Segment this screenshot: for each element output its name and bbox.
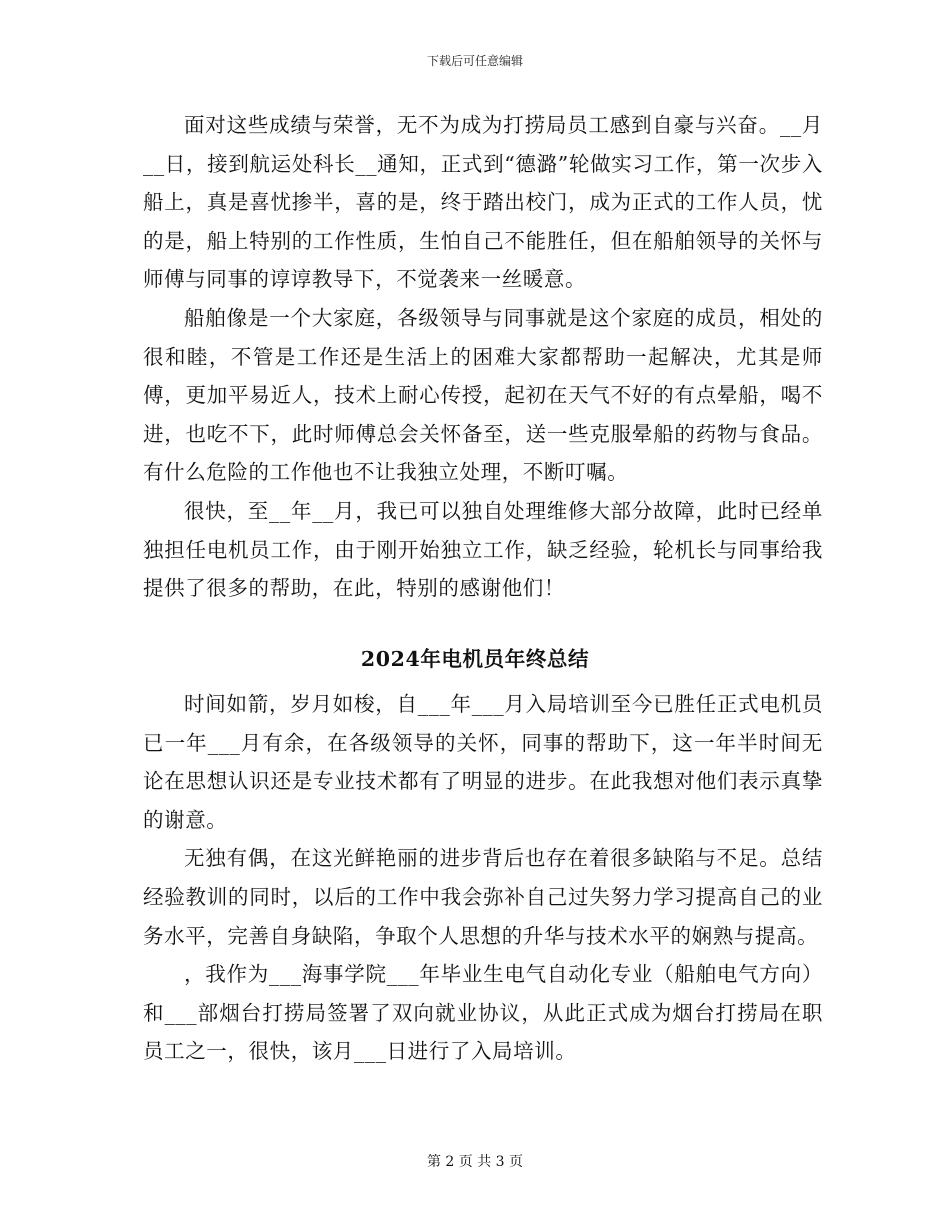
paragraph: 时间如箭，岁月如梭，自___年___月入局培训至今已胜任正式电机员已一年___月有余，在各级领导的关怀，同事的帮助下，这一年半时间无论在思想认识还是专业技术都有了明显的进步。在此我想对他们表示真挚的谢意。 <box>143 692 823 832</box>
body-text-section-two <box>143 685 823 1071</box>
paragraph: 无独有偶，在这光鲜艳丽的进步背后也存在着很多缺陷与不足。总结经验教训的同时，以后的工作中我会弥补自己过失努力学习提高自己的业务水平，完善自身缺陷，争取个人思想的升华与技术水平的娴熟与提高。 <box>143 846 823 948</box>
body-text-section-one <box>143 106 823 608</box>
paragraph: 很快，至__年__月，我已可以独自处理维修大部分故障，此时已经单独担任电机员工作，由于刚开始独立工作，缺乏经验，轮机长与同事给我提供了很多的帮助，在此，特别的感谢他们！ <box>143 498 823 601</box>
page-number: 第 2 页 共 3 页 <box>426 1154 524 1170</box>
page-header: 下载后可任意编辑 <box>426 54 523 68</box>
paragraph: 船舶像是一个大家庭，各级领导与同事就是这个家庭的成员，相处的很和睦，不管是工作还是生活上的困难大家都帮助一起解决，尤其是师傅，更加平易近人，技术上耐心传授，起初在天气不好的有点晕船，喝不进，也吃不下，此时师傅总会关怀备至，送一些克服晕船的药物与食品。有什么危险的工作他也不让我独立处理，不断叮嘱。 <box>143 305 823 485</box>
section-title: 2024年电机员年终总结 <box>360 647 590 671</box>
paragraph: 面对这些成绩与荣誉，无不为成为打捞局员工感到自豪与兴奋。__月__日，接到航运处科长__通知，正式到“德潞”轮做实习工作，第一次步入船上，真是喜忧掺半，喜的是，终于踏出校门，成为正式的工作人员，忧的是，船上特别的工作性质，生怕自己不能胜任，但在船舶领导的关怀与师傅与同事的谆谆教导下，不觉袭来一丝暖意。 <box>143 113 823 292</box>
paragraph: ，我作为___海事学院___年毕业生电气自动化专业（船舶电气方向）和___部烟台打捞局签署了双向就业协议，从此正式成为烟台打捞局在职员工之一，很快，该月___日进行了入局培训。 <box>143 962 823 1064</box>
